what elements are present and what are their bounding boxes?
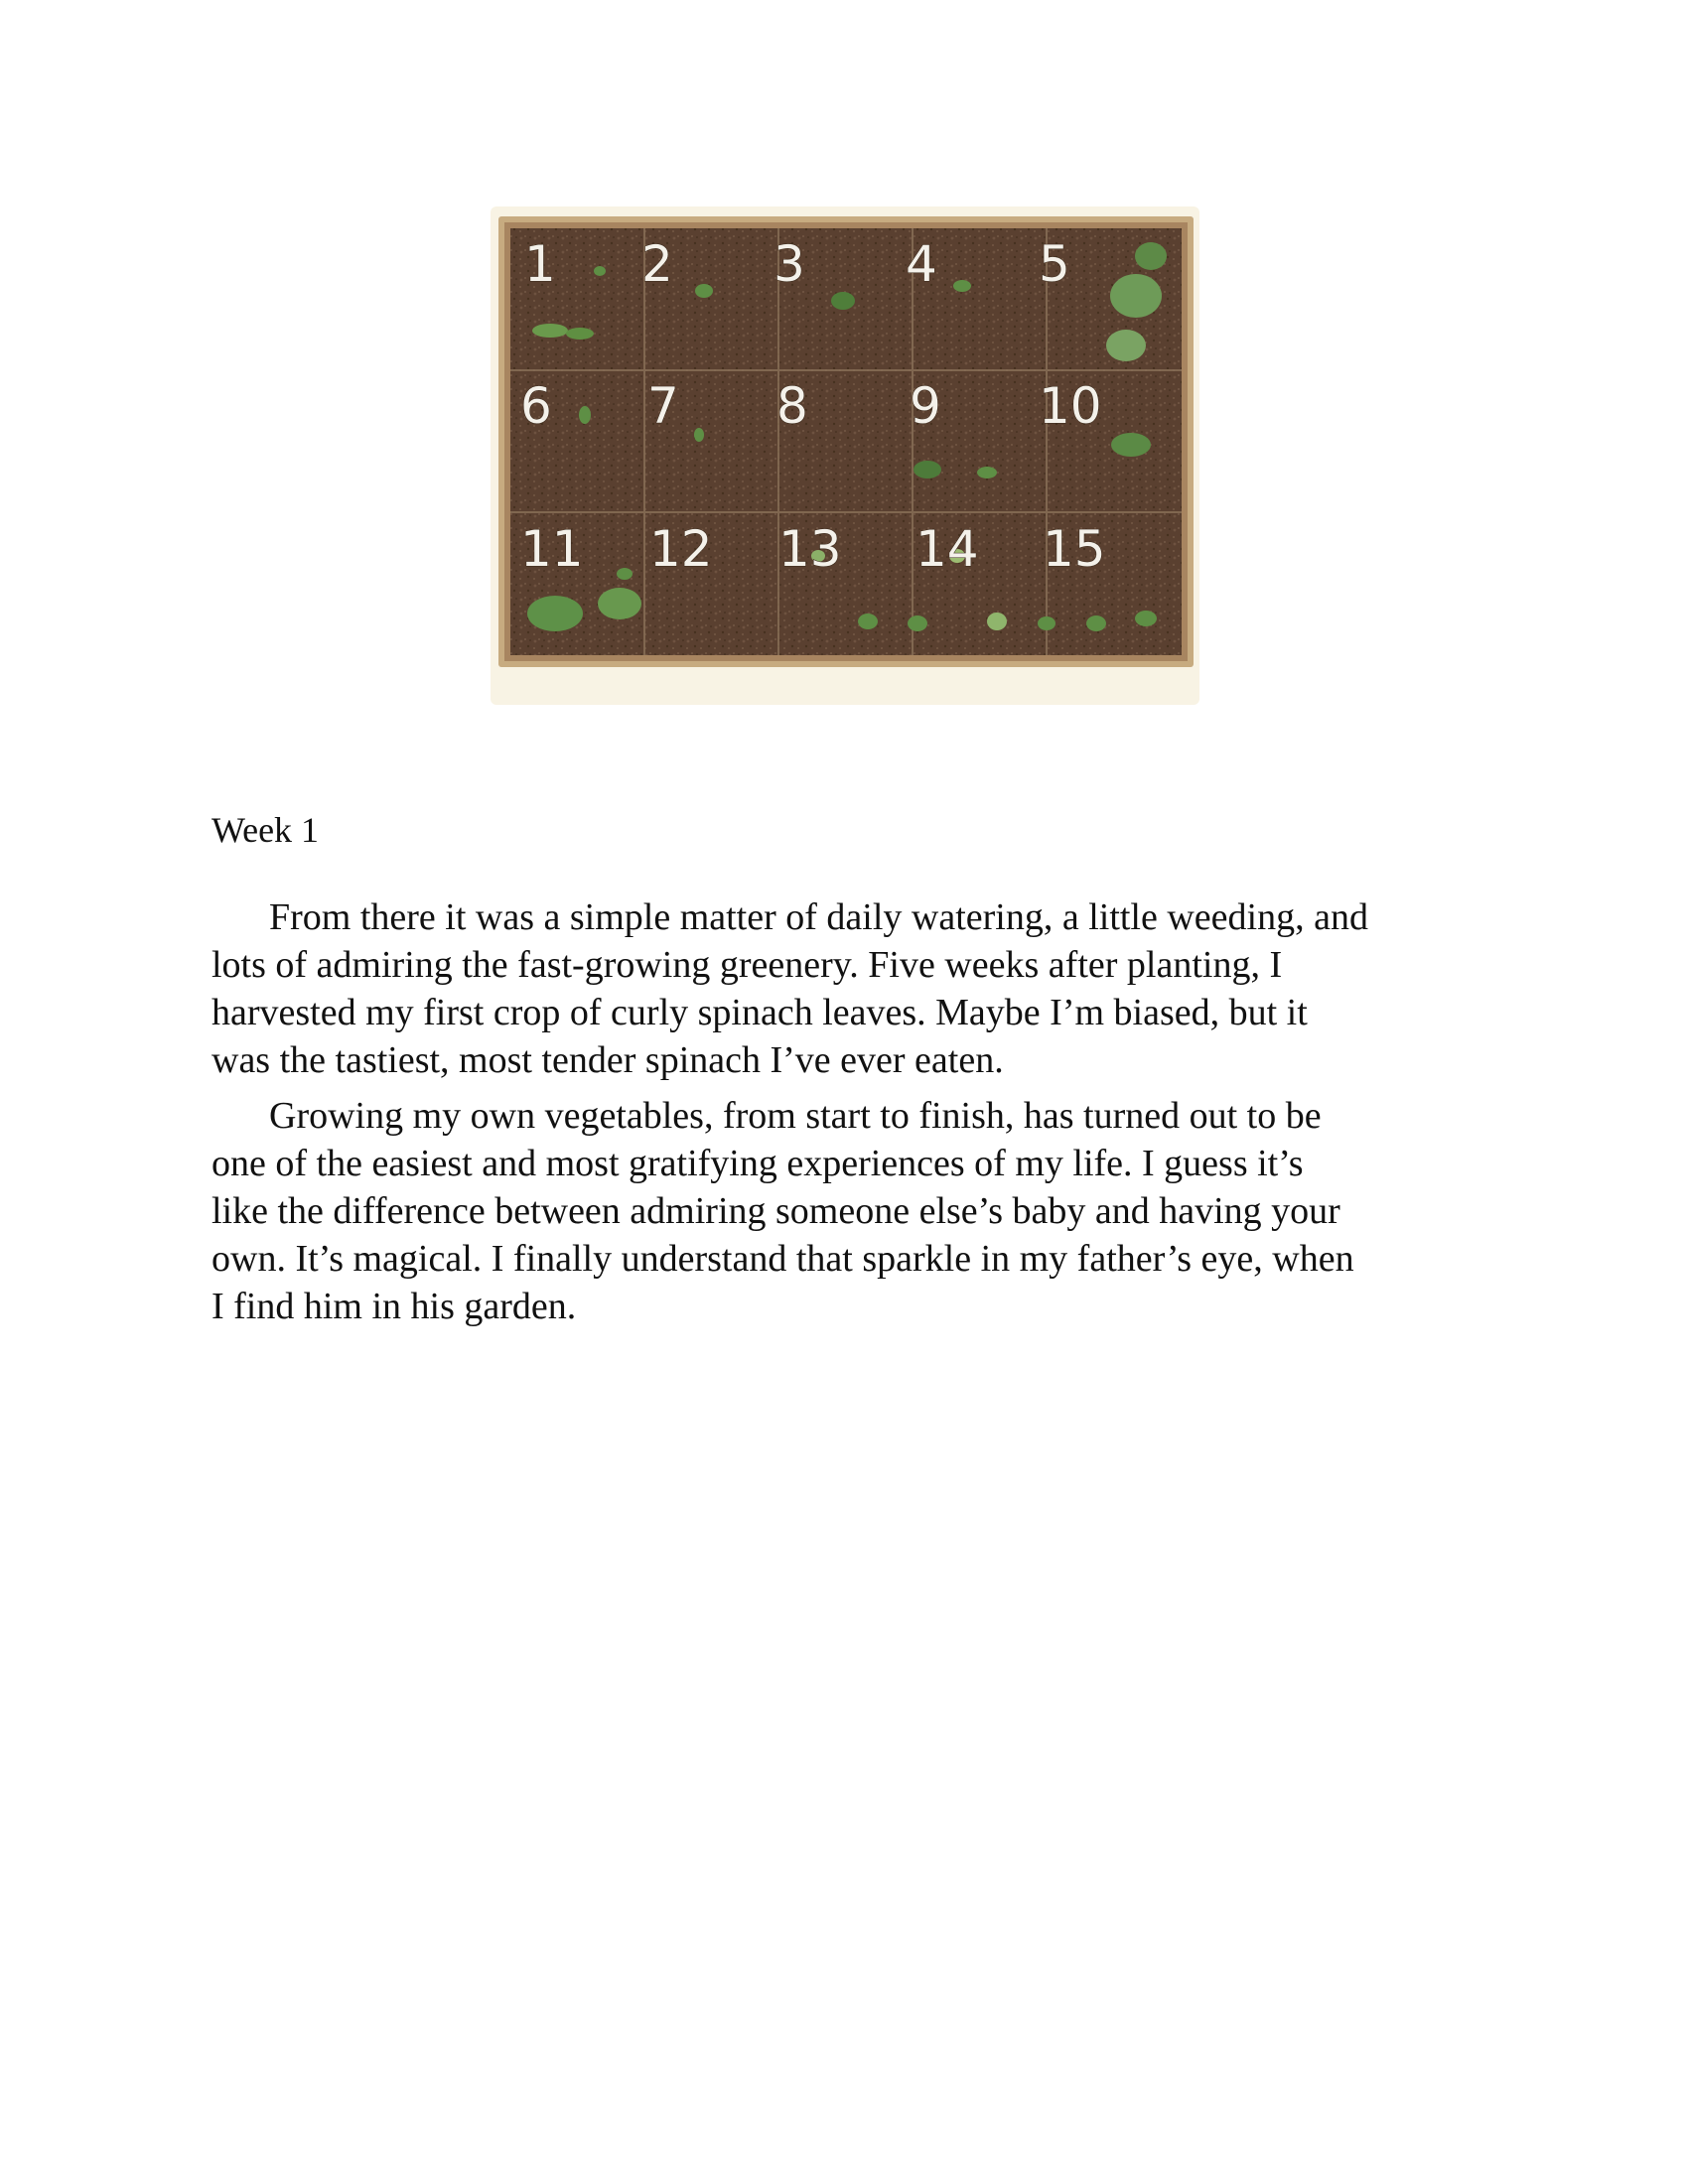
cell-number: 6 bbox=[520, 377, 552, 435]
cell-number: 12 bbox=[649, 520, 713, 578]
text-line: like the difference between admiring someone else’s baby and having your bbox=[211, 1190, 1340, 1232]
text-line: was the tastiest, most tender spinach I’ve ever eaten. bbox=[211, 1039, 1004, 1081]
cell-number: 3 bbox=[774, 235, 805, 293]
cell-number: 2 bbox=[641, 235, 673, 293]
figure-caption: Week 1 bbox=[211, 810, 320, 850]
text-line: I find him in his garden. bbox=[211, 1286, 577, 1327]
cell-number: 1 bbox=[524, 235, 556, 293]
cell-number: 9 bbox=[910, 377, 941, 435]
cell-number: 10 bbox=[1039, 377, 1102, 435]
cell-number: 5 bbox=[1039, 235, 1070, 293]
paragraph bbox=[211, 893, 1502, 1084]
raised-bed-garden-photo bbox=[491, 206, 1199, 705]
text-line: harvested my first crop of curly spinach leaves. Maybe I’m biased, but it bbox=[211, 992, 1308, 1033]
text-line: lots of admiring the fast-growing greenery. Five weeks after planting, I bbox=[211, 944, 1283, 986]
cell-number: 14 bbox=[915, 520, 979, 578]
text-line: Growing my own vegetables, from start to finish, has turned out to be bbox=[269, 1095, 1322, 1137]
cell-number: 4 bbox=[906, 235, 937, 293]
body-text bbox=[211, 893, 1502, 1338]
garden-photo-frame bbox=[491, 206, 1199, 705]
text-line: own. It’s magical. I finally understand that sparkle in my father’s eye, when bbox=[211, 1238, 1354, 1280]
cell-number: 11 bbox=[520, 520, 584, 578]
cell-number: 8 bbox=[776, 377, 808, 435]
text-line: one of the easiest and most gratifying experiences of my life. I guess it’s bbox=[211, 1143, 1304, 1184]
cell-number: 13 bbox=[778, 520, 842, 578]
cell-number: 7 bbox=[647, 377, 679, 435]
paragraph bbox=[211, 1092, 1502, 1330]
cell-number: 15 bbox=[1043, 520, 1106, 578]
text-line: From there it was a simple matter of daily watering, a little weeding, and bbox=[269, 896, 1368, 938]
